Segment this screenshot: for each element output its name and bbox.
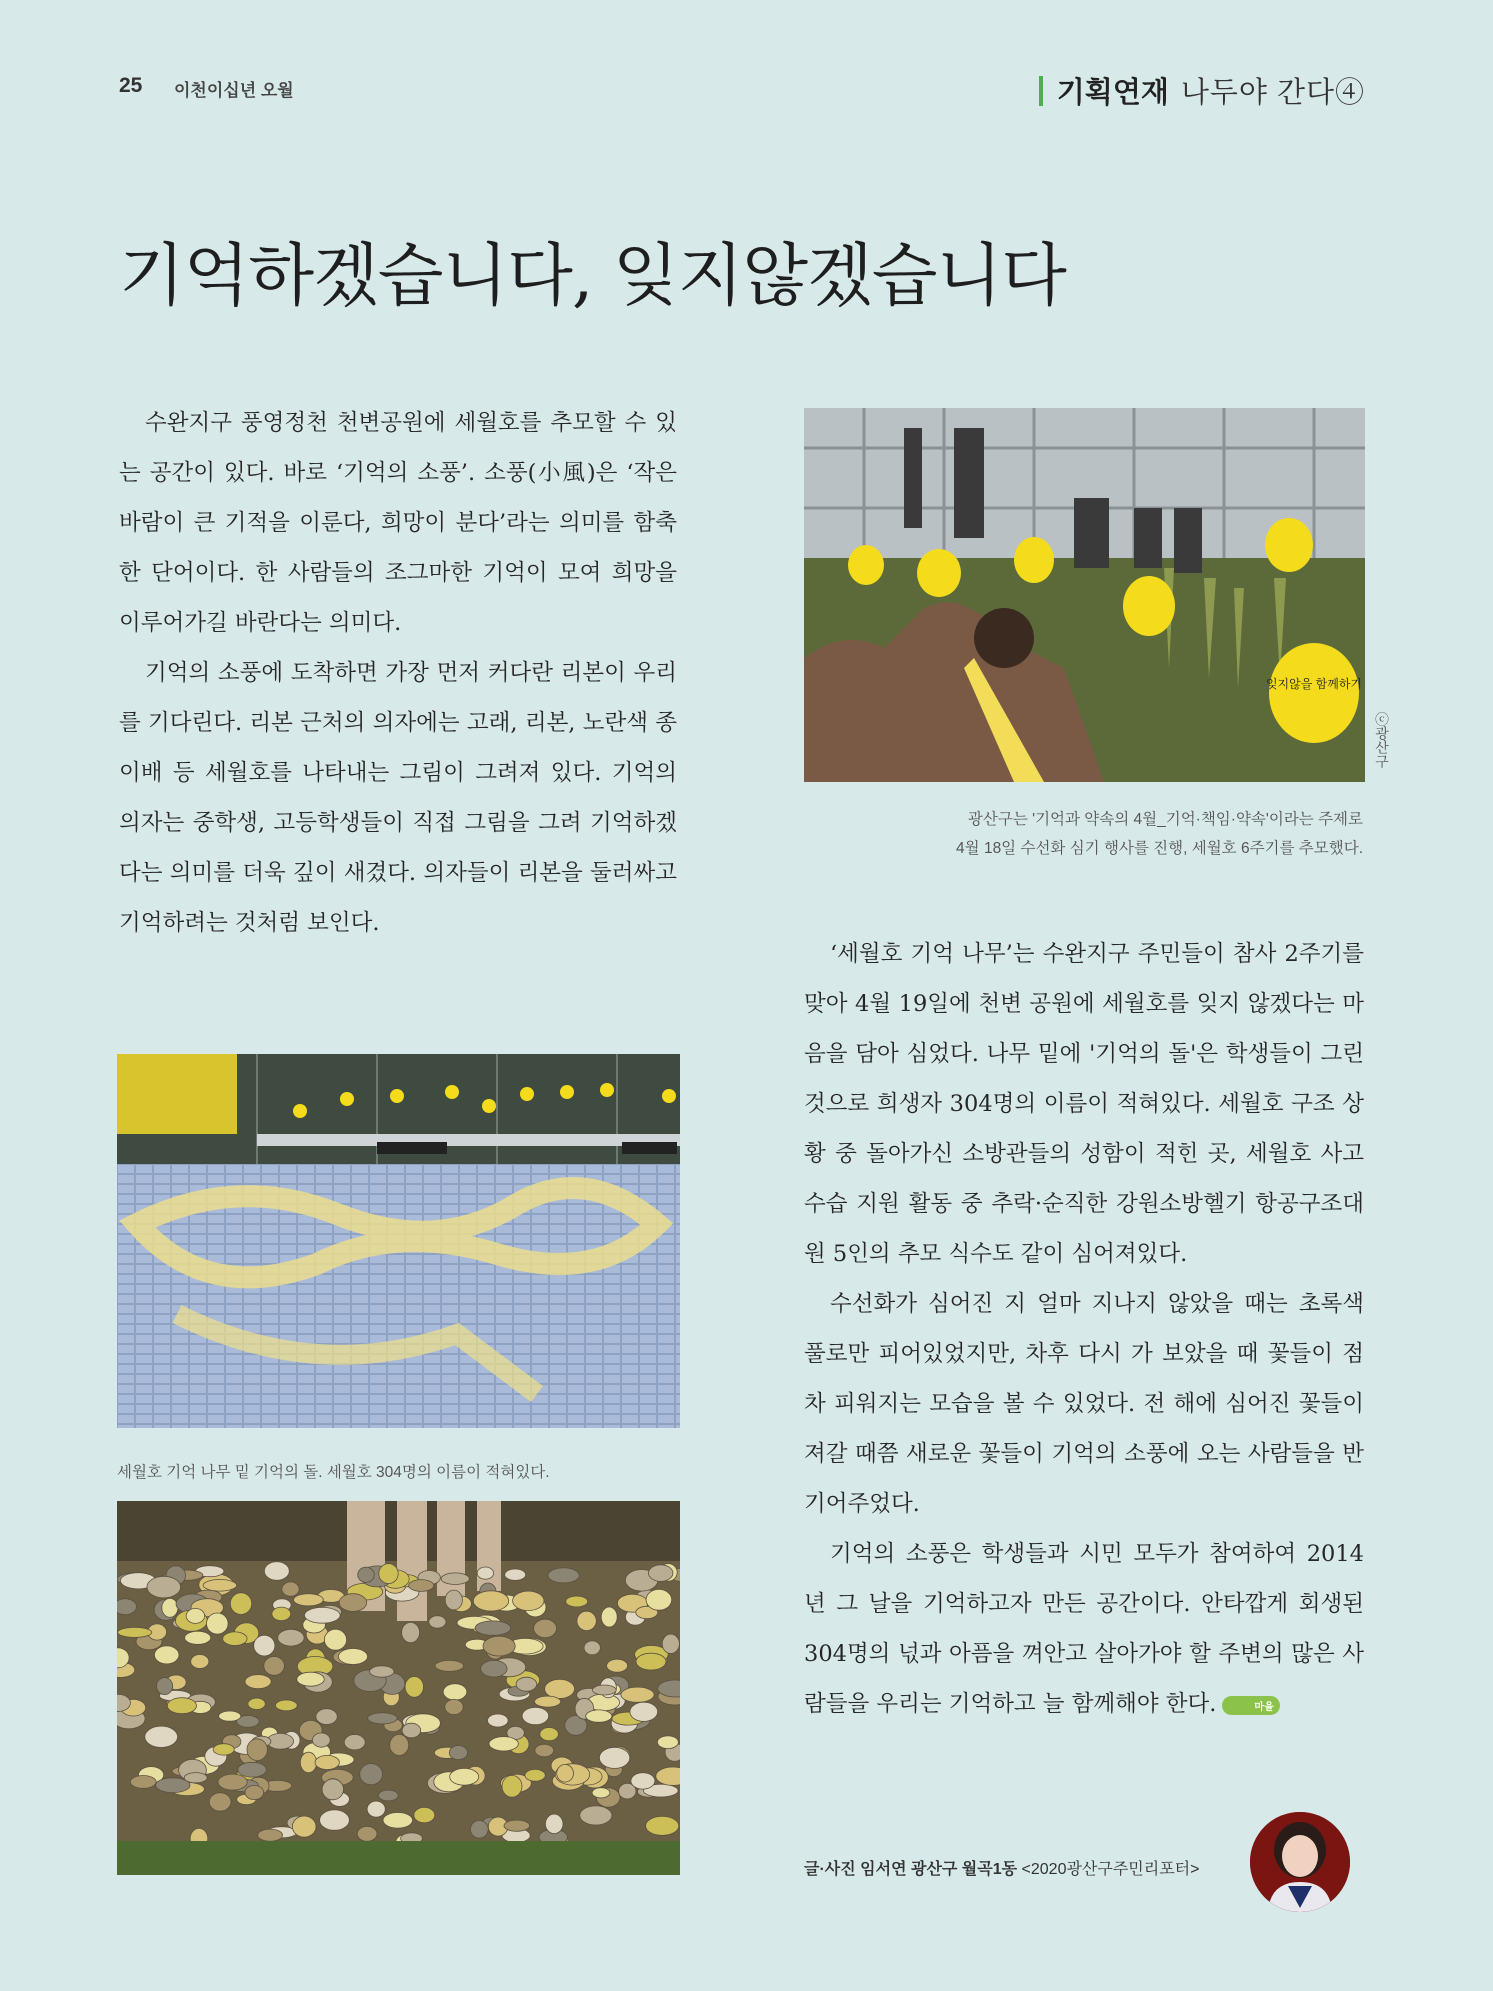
balloon-text: 잊지않을 함께하기 <box>1265 677 1363 691</box>
stone <box>322 1779 343 1800</box>
left-column <box>119 398 677 948</box>
stone <box>154 1646 179 1664</box>
stone <box>247 1739 267 1761</box>
stone <box>223 1632 247 1646</box>
paragraph-text: 기억의 소풍은 학생들과 시민 모두가 참여하여 2014년 그 날을 기억하고자 만든 공간이다. 안타깝게 회생된 304명의 넋과 아픔을 껴안고 살아가야 할 주변의 많은 사람들을 우리는 기억하고 늘 함께해야 한다. <box>804 1541 1364 1717</box>
body-paragraph <box>804 1529 1364 1729</box>
stone <box>360 1764 383 1785</box>
stone <box>207 1613 229 1634</box>
article-headline: 기억하겠습니다, 잊지않겠습니다 <box>119 237 1066 316</box>
body-paragraph: 수선화가 심어진 지 얼마 지나지 않았을 때는 초록색 풀로만 피어있었지만, 차후 다시 가 보았을 때 꽃들이 점차 피워지는 모습을 볼 수 있었다. 전 해에 심어진 꽃들이 져갈 때쯤 새로운 꽃들이 기억의 소풍에 오는 사람들을 반기어주었다. <box>804 1291 1364 1517</box>
stone <box>157 1678 173 1695</box>
stone <box>429 1616 446 1628</box>
stone <box>580 1806 612 1825</box>
stone <box>370 1666 394 1677</box>
stone <box>304 1607 340 1623</box>
stone <box>481 1660 507 1677</box>
stone <box>358 1567 375 1582</box>
stone <box>338 1649 367 1665</box>
stone <box>592 1685 616 1695</box>
stone <box>219 1711 241 1721</box>
body-paragraph: 수완지구 풍영정천 천변공원에 세월호를 추모할 수 있는 공간이 있다. 바로 ‘기억의 소풍’. 소풍(小風)은 ‘작은 바람이 큰 기적을 이룬다, 희망이 분다’라는 의미를 함축한 단어이다. 한 사람들의 조그마한 기억이 모여 희망을 이루어가길 바란다는 의미다. <box>119 410 677 636</box>
issue-date: 이천이십년 오월 <box>174 81 294 100</box>
author-avatar <box>1250 1812 1350 1912</box>
caption-line: 4월 18일 수선화 심기 행사를 진행, 세월호 6주기를 추모했다. <box>956 840 1363 857</box>
stone <box>147 1576 181 1598</box>
stone <box>535 1696 561 1707</box>
stone <box>435 1660 464 1671</box>
stone <box>264 1562 289 1581</box>
stone <box>245 1785 264 1799</box>
stone <box>646 1589 672 1610</box>
stone <box>449 1746 467 1760</box>
stone <box>167 1698 196 1714</box>
stone <box>300 1752 316 1773</box>
stone <box>312 1733 330 1747</box>
stone <box>607 1659 628 1672</box>
stone <box>505 1569 526 1580</box>
stone <box>657 1736 678 1749</box>
stone <box>475 1621 511 1635</box>
stone <box>489 1737 518 1751</box>
stone <box>402 1723 421 1738</box>
stone <box>344 1735 365 1750</box>
body-paragraph: 기억의 소풍에 도착하면 가장 먼저 커다란 리본이 우리를 기다린다. 리본 근처의 의자에는 고래, 리본, 노란색 종이배 등 세월호를 나타내는 그림이 그려져 있다. 기억의 의자는 중학생, 고등학생들이 직접 그림을 그려 기억하겠다는 의미를 더욱 깊이 새겼다. 의자들이 리본을 둘러싸고 기억하려는 것처럼 보인다. <box>119 660 677 936</box>
stone <box>230 1593 251 1615</box>
stone <box>649 1565 673 1582</box>
stone <box>477 1567 493 1579</box>
byline-prefix: 글·사진 <box>804 1861 856 1878</box>
stone <box>636 1653 666 1670</box>
stone <box>117 1599 137 1615</box>
stone <box>535 1744 554 1757</box>
series-label: 기획연재 <box>1056 77 1169 109</box>
stone <box>599 1747 629 1768</box>
stone <box>592 1788 610 1798</box>
stone <box>504 1820 530 1831</box>
stone <box>272 1607 291 1621</box>
series-accent-bar <box>1039 76 1043 106</box>
stone <box>584 1641 600 1655</box>
stone <box>630 1702 658 1721</box>
stone <box>516 1677 537 1691</box>
stone <box>443 1684 467 1700</box>
stone <box>502 1775 522 1797</box>
stone <box>278 1629 304 1646</box>
series-title: 나두야 간다④ <box>1180 77 1365 109</box>
byline-location: 광산구 월곡1동 <box>910 1861 1018 1878</box>
stone <box>339 1594 367 1612</box>
stone <box>483 1636 515 1656</box>
stone <box>566 1596 588 1607</box>
stone <box>258 1829 283 1841</box>
stone <box>586 1710 612 1722</box>
stone <box>324 1629 346 1650</box>
stone <box>367 1801 385 1817</box>
stone <box>315 1755 339 1769</box>
stone <box>409 1580 434 1592</box>
stone <box>130 1776 156 1789</box>
stone <box>118 1627 152 1637</box>
stone <box>662 1634 679 1653</box>
stone <box>545 1679 575 1698</box>
stone <box>441 1573 469 1585</box>
stone <box>525 1769 545 1781</box>
stone <box>488 1714 509 1727</box>
stone <box>405 1677 423 1698</box>
stone <box>390 1735 409 1756</box>
stone <box>282 1582 299 1596</box>
stone <box>473 1591 508 1611</box>
stone <box>445 1699 463 1714</box>
stone <box>378 1790 398 1801</box>
page-number: 25 <box>119 74 143 97</box>
stone <box>297 1672 324 1686</box>
stone <box>218 1774 247 1790</box>
stone <box>470 1821 488 1839</box>
stone <box>450 1768 479 1785</box>
stone <box>548 1568 579 1583</box>
stone <box>275 1700 297 1711</box>
series-header <box>1039 70 1365 111</box>
stone <box>145 1726 178 1747</box>
stone <box>294 1594 324 1606</box>
stone <box>184 1773 207 1783</box>
stone <box>534 1619 557 1637</box>
stone <box>402 1622 420 1642</box>
stone <box>209 1793 231 1811</box>
byline-role: <2020광산구주민리포터> <box>1021 1861 1200 1878</box>
stone <box>238 1762 267 1777</box>
photo-memorial-plaza <box>117 1054 680 1428</box>
stone <box>379 1564 398 1584</box>
stone <box>248 1698 265 1709</box>
stone <box>621 1687 654 1702</box>
stone <box>264 1657 285 1676</box>
stone <box>522 1707 549 1724</box>
caption-planting <box>803 805 1363 863</box>
stone <box>203 1580 237 1592</box>
stone <box>368 1713 398 1724</box>
stone <box>631 1773 655 1789</box>
right-column <box>804 929 1364 1729</box>
caption-memorial-stones: 세월호 기억 나무 밑 기억의 돌. 세월호 304명의 이름이 적혀있다. <box>117 1464 550 1481</box>
stone <box>601 1607 617 1627</box>
byline-name: 임서연 <box>860 1861 907 1878</box>
stone <box>577 1611 596 1630</box>
stone <box>646 1816 679 1835</box>
stone <box>320 1810 350 1830</box>
stone <box>245 1675 271 1689</box>
photo-memory-stones <box>117 1501 680 1875</box>
stone <box>540 1728 559 1741</box>
stone <box>414 1807 435 1822</box>
stone <box>545 1814 563 1834</box>
photo-planting-event <box>804 408 1365 782</box>
stone <box>557 1765 574 1783</box>
photo-credit: ⓒ광산구 <box>1374 712 1390 768</box>
stone <box>316 1709 337 1725</box>
byline <box>804 1856 1199 1879</box>
stone <box>445 1590 462 1610</box>
stone <box>191 1655 209 1669</box>
caption-line: 광산구는 '기억과 약속의 4월_기억·책임·약속'이라는 주제로 <box>967 811 1363 828</box>
body-paragraph: ‘세월호 기억 나무’는 수완지구 주민들이 참사 2주기를 맞아 4월 19일에 천변 공원에 세월호를 잊지 않겠다는 마음을 담아 심었다. 나무 밑에 '기억의 돌'은 학생들이 그린 것으로 희생자 304명의 이름이 적혀있다. 세월호 구조 상황 중 돌아가신 소방관들의 성함이 적힌 곳, 세월호 사고 수습 지원 활동 중 추락·순직한 강원소방헬기 항공구조대원 5인의 추모 식수도 같이 심어져있다. <box>804 941 1364 1267</box>
stone <box>383 1813 413 1829</box>
stone <box>186 1608 204 1623</box>
stone <box>513 1591 544 1610</box>
stone <box>185 1631 211 1644</box>
stone <box>357 1826 377 1841</box>
stone <box>254 1635 275 1656</box>
end-badge: 마을 <box>1222 1696 1279 1715</box>
stone <box>292 1816 316 1837</box>
stone <box>213 1744 234 1755</box>
stone <box>162 1598 178 1617</box>
